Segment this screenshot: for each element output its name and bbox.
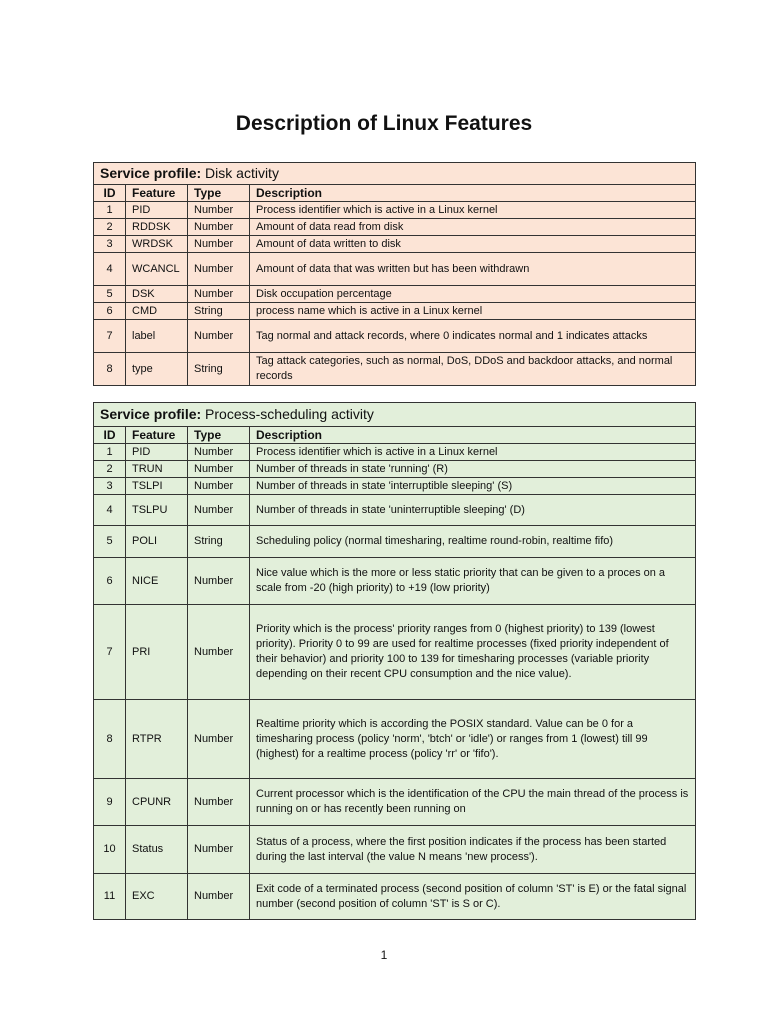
row-feature: TSLPI — [126, 478, 188, 495]
table-row — [94, 303, 696, 320]
row-id: 3 — [94, 478, 126, 495]
column-header-id: ID — [94, 185, 126, 202]
row-type: Number — [188, 286, 250, 303]
row-feature: Status — [126, 826, 188, 874]
table-row — [94, 461, 696, 478]
row-description: Disk occupation percentage — [250, 286, 696, 303]
table-caption — [94, 163, 696, 185]
table-row — [94, 874, 696, 920]
column-header-description: Description — [250, 427, 696, 444]
page-number: 1 — [380, 948, 388, 962]
row-type: Number — [188, 236, 250, 253]
table-row — [94, 826, 696, 874]
column-header-id: ID — [94, 427, 126, 444]
row-id: 6 — [94, 303, 126, 320]
row-description: Amount of data that was written but has been withdrawn — [250, 253, 696, 286]
row-id: 8 — [94, 353, 126, 386]
row-feature: RTPR — [126, 700, 188, 779]
header-row — [94, 427, 696, 444]
row-feature: DSK — [126, 286, 188, 303]
page-title: Description of Linux Features — [235, 112, 533, 135]
row-id: 4 — [94, 495, 126, 526]
row-id: 5 — [94, 286, 126, 303]
row-description: Amount of data written to disk — [250, 236, 696, 253]
column-header-feature: Feature — [126, 427, 188, 444]
row-description: Process identifier which is active in a Linux kernel — [250, 202, 696, 219]
row-id: 6 — [94, 558, 126, 605]
row-type: String — [188, 526, 250, 558]
row-description: Amount of data read from disk — [250, 219, 696, 236]
row-type: Number — [188, 461, 250, 478]
row-description: Number of threads in state 'uninterruptible sleeping' (D) — [250, 495, 696, 526]
row-feature: CMD — [126, 303, 188, 320]
table-row — [94, 478, 696, 495]
row-description: Tag normal and attack records, where 0 indicates normal and 1 indicates attacks — [250, 320, 696, 353]
row-description: Status of a process, where the first position indicates if the process has been started during the last interval (the value N means 'new process'). — [250, 826, 696, 874]
row-type: Number — [188, 779, 250, 826]
service-profile-label: Service profile: — [100, 406, 202, 422]
row-description: Process identifier which is active in a Linux kernel — [250, 444, 696, 461]
header-row — [94, 185, 696, 202]
row-id: 8 — [94, 700, 126, 779]
table-row — [94, 558, 696, 605]
row-type: Number — [188, 253, 250, 286]
row-description: Number of threads in state 'running' (R) — [250, 461, 696, 478]
row-description: Number of threads in state 'interruptible sleeping' (S) — [250, 478, 696, 495]
row-id: 2 — [94, 219, 126, 236]
row-type: Number — [188, 444, 250, 461]
row-id: 3 — [94, 236, 126, 253]
row-type: Number — [188, 605, 250, 700]
row-feature: PRI — [126, 605, 188, 700]
row-description: Nice value which is the more or less static priority that can be given to a proces on a scale from -20 (high priority) to +19 (low priority) — [250, 558, 696, 605]
row-feature: EXC — [126, 874, 188, 920]
row-type: String — [188, 303, 250, 320]
row-type: Number — [188, 495, 250, 526]
row-feature: TRUN — [126, 461, 188, 478]
row-id: 7 — [94, 605, 126, 700]
row-type: Number — [188, 700, 250, 779]
row-description: process name which is active in a Linux kernel — [250, 303, 696, 320]
process-scheduling-table — [93, 402, 696, 920]
table-row — [94, 353, 696, 386]
row-id: 4 — [94, 253, 126, 286]
row-feature: WRDSK — [126, 236, 188, 253]
column-header-description: Description — [250, 185, 696, 202]
row-description: Realtime priority which is according the POSIX standard. Value can be 0 for a timesharing process (policy 'norm', 'btch' or 'idle') or ranges from 1 (lowest) till 99 (highest) for a realtime process (policy 'rr' or 'fifo'). — [250, 700, 696, 779]
table-row — [94, 236, 696, 253]
table-row — [94, 779, 696, 826]
row-description: Scheduling policy (normal timesharing, realtime round-robin, realtime fifo) — [250, 526, 696, 558]
table-row — [94, 605, 696, 700]
row-type: Number — [188, 219, 250, 236]
row-id: 5 — [94, 526, 126, 558]
table-row — [94, 253, 696, 286]
row-feature: WCANCL — [126, 253, 188, 286]
row-id: 10 — [94, 826, 126, 874]
service-profile-label: Service profile: — [100, 165, 202, 181]
row-description: Priority which is the process' priority ranges from 0 (highest priority) to 139 (lowest priority). Priority 0 to 99 are used for realtime processes (fixed priority independent of their behavior) and priority 100 to 139 for timesharing processes (variable priority depending on their recent CPU consumption and the nice value). — [250, 605, 696, 700]
row-description: Current processor which is the identification of the CPU the main thread of the process is running on or has recently been running on — [250, 779, 696, 826]
row-id: 9 — [94, 779, 126, 826]
row-description: Tag attack categories, such as normal, DoS, DDoS and backdoor attacks, and normal records — [250, 353, 696, 386]
column-header-type: Type — [188, 185, 250, 202]
row-id: 11 — [94, 874, 126, 920]
table-row — [94, 320, 696, 353]
service-profile-name: Disk activity — [205, 165, 279, 181]
row-feature: type — [126, 353, 188, 386]
row-id: 1 — [94, 202, 126, 219]
table-row — [94, 495, 696, 526]
table-row — [94, 286, 696, 303]
row-id: 2 — [94, 461, 126, 478]
row-type: Number — [188, 202, 250, 219]
row-feature: PID — [126, 202, 188, 219]
row-type: Number — [188, 874, 250, 920]
table-row — [94, 444, 696, 461]
row-type: Number — [188, 558, 250, 605]
row-feature: RDDSK — [126, 219, 188, 236]
column-header-type: Type — [188, 427, 250, 444]
row-type: Number — [188, 478, 250, 495]
row-type: Number — [188, 320, 250, 353]
row-feature: CPUNR — [126, 779, 188, 826]
row-feature: POLI — [126, 526, 188, 558]
table-row — [94, 700, 696, 779]
table-caption — [94, 403, 696, 427]
row-description: Exit code of a terminated process (second position of column 'ST' is E) or the fatal signal number (second position of column 'ST' is S or C). — [250, 874, 696, 920]
row-id: 1 — [94, 444, 126, 461]
disk-activity-table — [93, 162, 696, 386]
table-row — [94, 526, 696, 558]
row-type: Number — [188, 826, 250, 874]
service-profile-name: Process-scheduling activity — [205, 406, 374, 422]
column-header-feature: Feature — [126, 185, 188, 202]
table-row — [94, 219, 696, 236]
row-feature: PID — [126, 444, 188, 461]
row-feature: TSLPU — [126, 495, 188, 526]
row-feature: NICE — [126, 558, 188, 605]
row-feature: label — [126, 320, 188, 353]
row-id: 7 — [94, 320, 126, 353]
row-type: String — [188, 353, 250, 386]
table-row — [94, 202, 696, 219]
